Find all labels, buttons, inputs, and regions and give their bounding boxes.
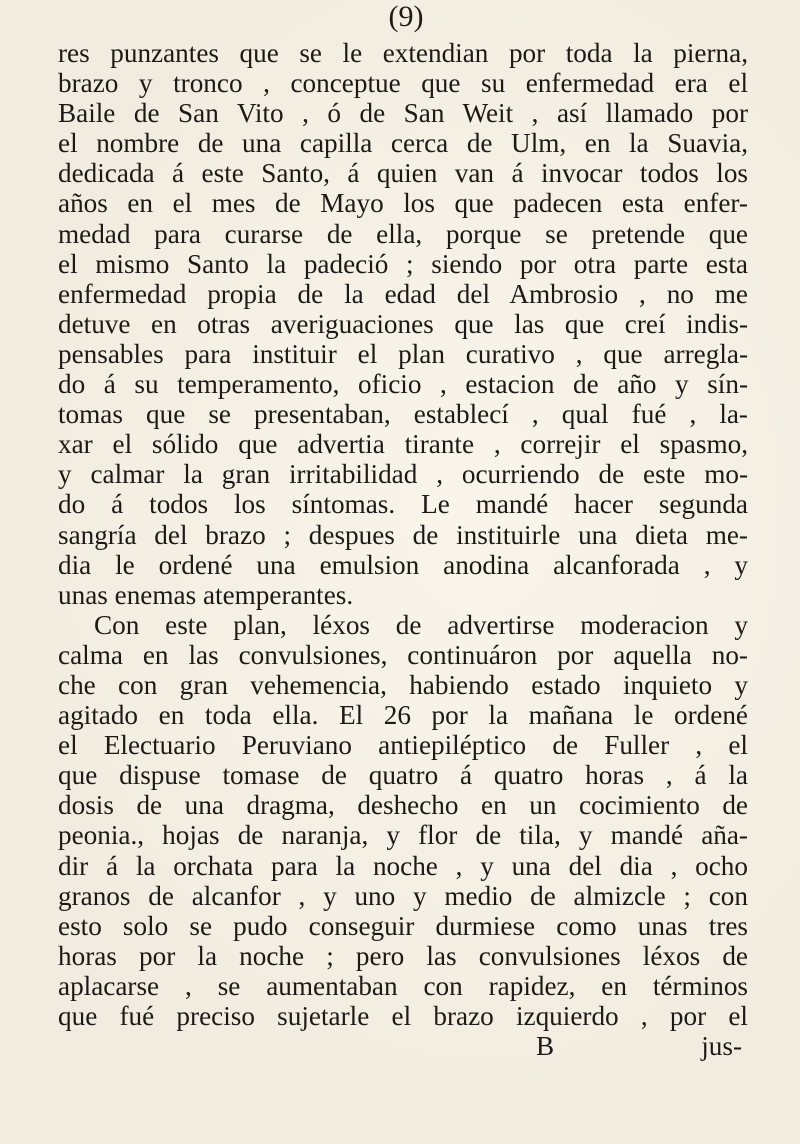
text-line: horas por la noche ; pero las convulsiones léxos de xyxy=(58,940,748,971)
text-line: que fué preciso sujetarle el brazo izquierdo , por el xyxy=(58,1001,748,1031)
text-line: el nombre de una capilla cerca de Ulm, en la Suavia, xyxy=(58,128,748,159)
text-line: res punzantes que se le extendian por toda la pierna, xyxy=(58,38,748,68)
text-line: calma en las convulsiones, continuáron por aquella no- xyxy=(58,639,748,670)
text-line: y calmar la gran irritabilidad , ocurriendo de este mo- xyxy=(58,459,748,490)
text-line: Con este plan, léxos de advertirse moderacion y xyxy=(94,609,748,640)
text-line: dia le ordené una emulsion anodina alcanforada , y xyxy=(58,549,748,580)
text-line: agitado en toda ella. El 26 por la mañana le ordené xyxy=(58,700,748,731)
text-line: el mismo Santo la padeció ; siendo por otra parte esta xyxy=(58,248,748,279)
text-line: che con gran vehemencia, habiendo estado inquieto y xyxy=(58,669,748,700)
text-line: pensables para instituir el plan curativo , que arregla- xyxy=(58,338,748,369)
text-line: dedicada á este Santo, á quien van á invocar todos los xyxy=(58,158,748,189)
text-line: brazo y tronco , conceptue que su enfermedad era el xyxy=(58,68,748,99)
text-line: el Electuario Peruviano antiepiléptico de Fuller , el xyxy=(58,730,748,761)
page-footer xyxy=(58,1031,748,1061)
text-line: dir á la orchata para la noche , y una del dia , ocho xyxy=(58,850,748,881)
body-text xyxy=(58,38,748,1061)
text-line: Baile de San Vito , ó de San Weit , así llamado por xyxy=(58,98,748,129)
text-line: do á su temperamento, oficio , estacion de año y sín- xyxy=(58,369,748,400)
signature-mark: B xyxy=(536,1031,555,1062)
text-line: do á todos los síntomas. Le mandé hacer segunda xyxy=(58,489,748,520)
catchword: jus- xyxy=(701,1031,742,1062)
text-line: dosis de una dragma, deshecho en un cocimiento de xyxy=(58,790,748,821)
text-line: años en el mes de Mayo los que padecen esta enfer- xyxy=(58,188,748,219)
text-line: que dispuse tomase de quatro á quatro horas , á la xyxy=(58,760,748,791)
text-line: medad para curarse de ella, porque se pretende que xyxy=(58,218,748,249)
text-line: sangría del brazo ; despues de instituirle una dieta me- xyxy=(58,519,748,550)
text-line: aplacarse , se aumentaban con rapidez, en términos xyxy=(58,970,748,1001)
text-line: peonia., hojas de naranja, y flor de tila, y mandé aña- xyxy=(58,820,748,851)
text-line: granos de alcanfor , y uno y medio de almizcle ; con xyxy=(58,880,748,911)
text-line: enfermedad propia de la edad del Ambrosio , no me xyxy=(58,278,748,309)
text-line: unas enemas atemperantes. xyxy=(58,579,354,610)
text-line: xar el sólido que advertia tirante , correjir el spasmo, xyxy=(58,429,748,460)
text-line: tomas que se presentaban, establecí , qual fué , la- xyxy=(58,399,748,430)
text-line: detuve en otras averiguaciones que las que creí indis- xyxy=(58,308,748,339)
text-line: esto solo se pudo conseguir durmiese como unas tres xyxy=(58,910,748,941)
page-number: (9) xyxy=(388,0,424,33)
